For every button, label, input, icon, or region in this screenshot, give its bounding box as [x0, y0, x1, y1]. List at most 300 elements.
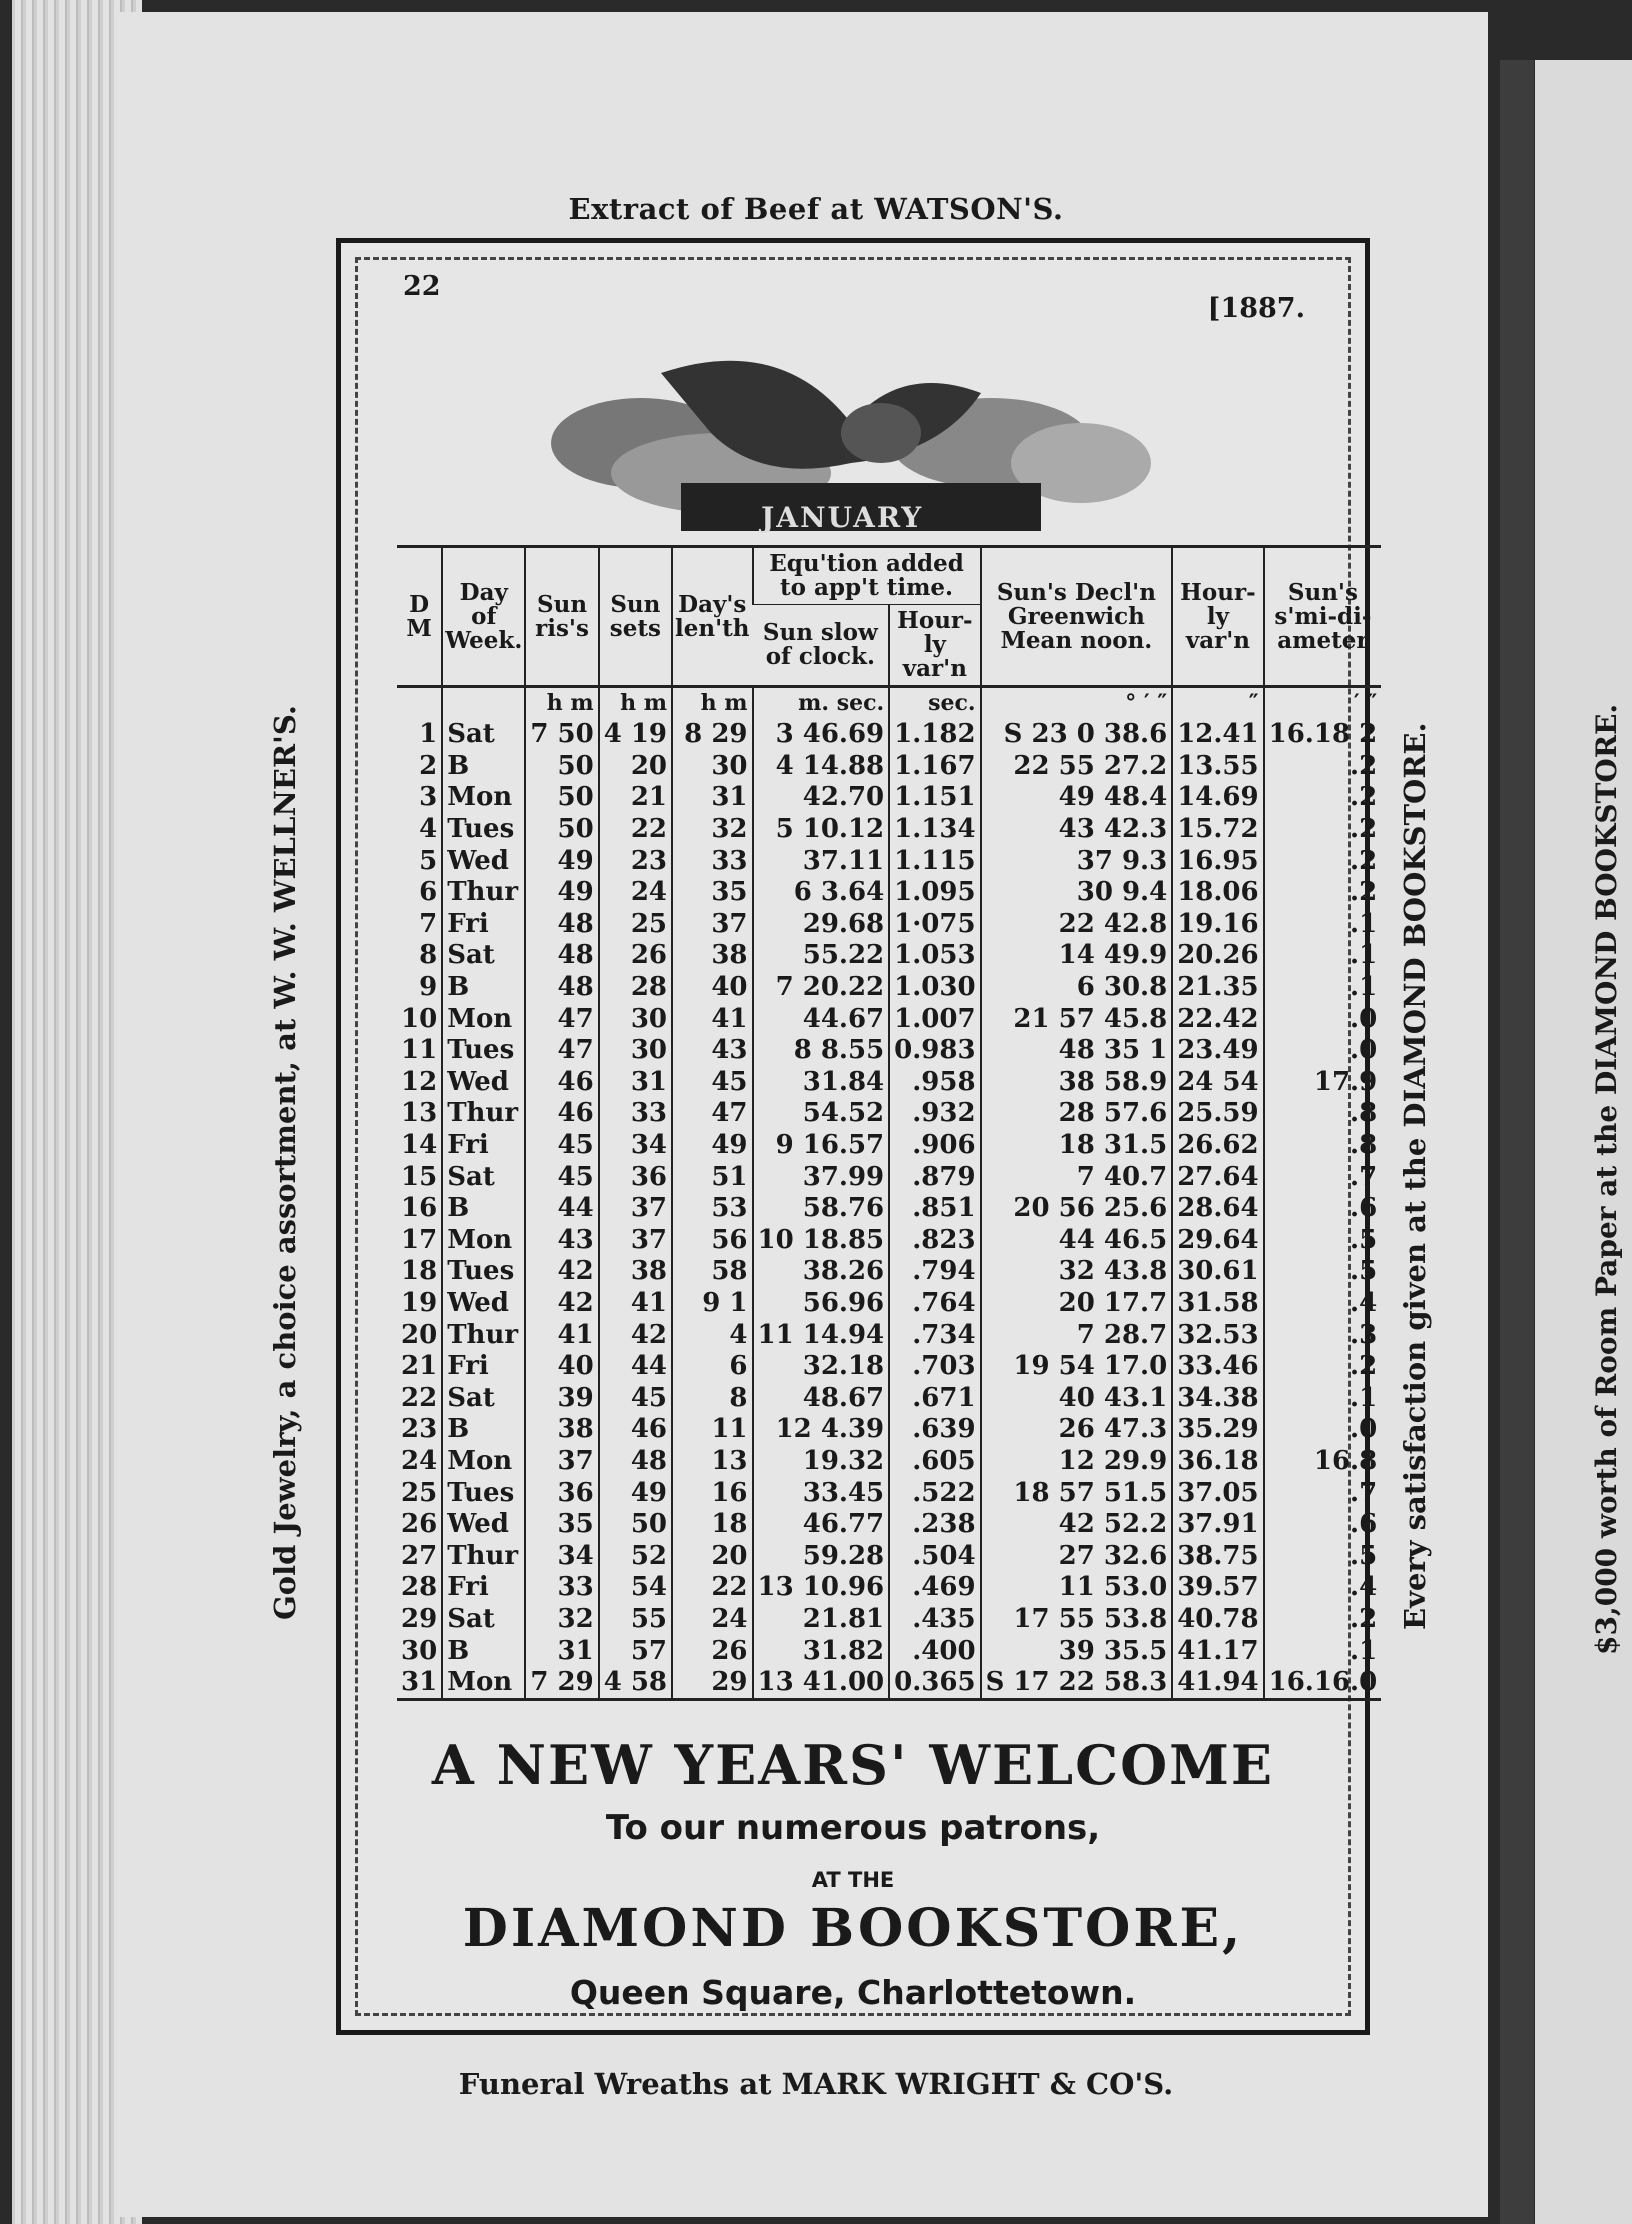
table-cell: 30: [599, 1035, 672, 1067]
table-cell: .0: [1264, 1414, 1382, 1446]
table-cell: 46: [525, 1067, 598, 1099]
unit-cell: m. sec.: [753, 687, 890, 720]
table-cell: .522: [889, 1477, 980, 1509]
table-cell: 24 54: [1172, 1067, 1263, 1099]
table-cell: 1.134: [889, 814, 980, 846]
table-cell: Tues: [442, 1477, 525, 1509]
table-cell: 37: [599, 1193, 672, 1225]
almanac-table: [397, 545, 1381, 1701]
unit-cell: ° ′ ″: [981, 687, 1173, 720]
table-cell: 3: [419, 782, 438, 813]
table-cell: .734: [889, 1319, 980, 1351]
table-cell: 44.67: [753, 1003, 890, 1035]
table-cell: 55.22: [753, 940, 890, 972]
unit-cell: ′ ″: [1264, 687, 1382, 720]
table-cell: 46.77: [753, 1509, 890, 1541]
table-cell: 30: [599, 1003, 672, 1035]
table-cell: 54.52: [753, 1098, 890, 1130]
table-cell: .1: [1264, 1635, 1382, 1667]
table-cell: 37: [672, 909, 752, 941]
table-cell: 32: [672, 814, 752, 846]
table-cell: 6 30.8: [981, 972, 1173, 1004]
table-cell: 38: [672, 940, 752, 972]
table-cell: 34: [599, 1130, 672, 1162]
table-row: [397, 782, 1381, 814]
table-cell: .906: [889, 1130, 980, 1162]
table-cell: 26.62: [1172, 1130, 1263, 1162]
table-cell: .851: [889, 1193, 980, 1225]
table-cell: 11 53.0: [981, 1572, 1173, 1604]
table-cell: Fri: [442, 909, 525, 941]
table-cell: .5: [1264, 1540, 1382, 1572]
table-cell: 4 58: [599, 1667, 672, 1700]
table-cell: 1.182: [889, 719, 980, 751]
table-cell: 31: [525, 1635, 598, 1667]
table-cell: 27: [401, 1540, 438, 1571]
table-cell: 37.11: [753, 845, 890, 877]
table-cell: 36.18: [1172, 1446, 1263, 1478]
table-cell: 33: [599, 1098, 672, 1130]
table-row: [397, 1540, 1381, 1572]
table-cell: 48: [599, 1446, 672, 1478]
store-name: DIAMOND BOOKSTORE,: [462, 1898, 1244, 1959]
unit-cell: h m: [525, 687, 598, 720]
table-cell: .1: [1264, 972, 1382, 1004]
table-cell: .8: [1264, 1130, 1382, 1162]
header-eq-hourly: Hour-ly var'n: [889, 605, 980, 687]
header-semidiameter: Sun's s'mi-di-ameter: [1264, 547, 1382, 687]
table-cell: 59.28: [753, 1540, 890, 1572]
table-cell: 58.76: [753, 1193, 890, 1225]
table-cell: 25.59: [1172, 1098, 1263, 1130]
table-cell: Sat: [442, 719, 525, 751]
table-cell: 16.18 2: [1264, 719, 1382, 751]
table-cell: .6: [1264, 1193, 1382, 1225]
table-cell: 28: [599, 972, 672, 1004]
table-cell: .238: [889, 1509, 980, 1541]
table-cell: 16.95: [1172, 845, 1263, 877]
table-cell: 32: [525, 1604, 598, 1636]
table-cell: 31: [599, 1067, 672, 1099]
table-cell: 46: [599, 1414, 672, 1446]
table-row: [397, 1256, 1381, 1288]
unit-cell: [397, 687, 442, 720]
table-cell: B: [442, 972, 525, 1004]
table-cell: 24: [599, 877, 672, 909]
table-cell: 22 55 27.2: [981, 751, 1173, 783]
table-cell: 27.64: [1172, 1161, 1263, 1193]
table-cell: 56.96: [753, 1288, 890, 1320]
table-cell: 5: [419, 845, 438, 876]
table-cell: Wed: [442, 1288, 525, 1320]
table-cell: 7 50: [525, 719, 598, 751]
table-row: [397, 1382, 1381, 1414]
table-cell: 44: [525, 1193, 598, 1225]
table-cell: .823: [889, 1225, 980, 1257]
table-cell: 20.26: [1172, 940, 1263, 972]
unit-cell: [442, 687, 525, 720]
table-cell: B: [442, 751, 525, 783]
header-row: [397, 547, 1381, 605]
table-cell: 1.030: [889, 972, 980, 1004]
table-cell: 40.78: [1172, 1604, 1263, 1636]
table-row: [397, 1635, 1381, 1667]
table-cell: .703: [889, 1351, 980, 1383]
table-cell: .2: [1264, 877, 1382, 909]
table-cell: .0: [1264, 1003, 1382, 1035]
table-cell: 17.9: [1264, 1067, 1382, 1099]
table-cell: 1: [419, 719, 438, 750]
table-cell: 48: [525, 940, 598, 972]
table-cell: .2: [1264, 845, 1382, 877]
table-cell: 39 35.5: [981, 1635, 1173, 1667]
table-cell: 41: [525, 1319, 598, 1351]
table-cell: .639: [889, 1414, 980, 1446]
table-cell: 14.69: [1172, 782, 1263, 814]
table-cell: 12 4.39: [753, 1414, 890, 1446]
table-cell: 20: [672, 1540, 752, 1572]
table-cell: 57: [599, 1635, 672, 1667]
table-cell: .435: [889, 1604, 980, 1636]
header-day-of-week: Day of Week.: [442, 547, 525, 687]
table-cell: 1.115: [889, 845, 980, 877]
table-cell: 8 8.55: [753, 1035, 890, 1067]
table-cell: .8: [1264, 1098, 1382, 1130]
table-cell: 37: [525, 1446, 598, 1478]
table-cell: 50: [525, 782, 598, 814]
unit-cell: h m: [599, 687, 672, 720]
table-cell: Tues: [442, 814, 525, 846]
table-cell: 30: [401, 1635, 438, 1666]
table-cell: 22: [599, 814, 672, 846]
table-cell: 42: [525, 1288, 598, 1320]
table-cell: 41: [672, 1003, 752, 1035]
table-cell: .2: [1264, 1604, 1382, 1636]
table-cell: 45: [525, 1130, 598, 1162]
patrons-line: To our numerous patrons,: [605, 1808, 1101, 1848]
table-cell: 53: [672, 1193, 752, 1225]
table-row: [397, 1035, 1381, 1067]
table-cell: 32.18: [753, 1351, 890, 1383]
table-row: [397, 972, 1381, 1004]
table-cell: Mon: [442, 782, 525, 814]
table-cell: .879: [889, 1161, 980, 1193]
table-cell: 19.16: [1172, 909, 1263, 941]
table-cell: 37 9.3: [981, 845, 1173, 877]
header-hourly-variation: Hour-ly var'n: [1172, 547, 1263, 687]
table-cell: 19: [401, 1287, 438, 1318]
table-cell: 56: [672, 1225, 752, 1257]
table-cell: 47: [672, 1098, 752, 1130]
table-cell: 35.29: [1172, 1414, 1263, 1446]
table-cell: 40 43.1: [981, 1382, 1173, 1414]
table-cell: 16: [672, 1477, 752, 1509]
table-cell: .6: [1264, 1509, 1382, 1541]
table-row: [397, 1288, 1381, 1320]
table-cell: 16.8: [1264, 1446, 1382, 1478]
table-row: [397, 1193, 1381, 1225]
table-row: [397, 909, 1381, 941]
table-cell: Tues: [442, 1035, 525, 1067]
table-cell: 49 48.4: [981, 782, 1173, 814]
table-cell: Thur: [442, 877, 525, 909]
table-cell: 31.82: [753, 1635, 890, 1667]
table-cell: 19 54 17.0: [981, 1351, 1173, 1383]
table-cell: 30 9.4: [981, 877, 1173, 909]
table-cell: 44: [599, 1351, 672, 1383]
table-cell: .2: [1264, 751, 1382, 783]
table-cell: 49: [525, 845, 598, 877]
table-cell: 20: [401, 1319, 438, 1350]
table-cell: 30: [672, 751, 752, 783]
table-cell: Fri: [442, 1572, 525, 1604]
table-cell: 35: [525, 1509, 598, 1541]
table-cell: 45: [672, 1067, 752, 1099]
table-cell: Sat: [442, 1382, 525, 1414]
table-cell: 38: [525, 1414, 598, 1446]
table-cell: 16: [401, 1193, 438, 1224]
table-cell: 41.17: [1172, 1635, 1263, 1667]
unit-cell: sec.: [889, 687, 980, 720]
table-cell: 4: [419, 814, 438, 845]
table-cell: 10: [401, 1003, 438, 1034]
table-cell: .2: [1264, 814, 1382, 846]
month-title: JANUARY: [761, 501, 924, 534]
table-cell: 6: [672, 1351, 752, 1383]
table-cell: 47: [525, 1035, 598, 1067]
table-cell: 58: [672, 1256, 752, 1288]
table-cell: 48.67: [753, 1382, 890, 1414]
left-margin-advert: Gold Jewelry, a choice assortment, at W. W. WELLNER'S.: [268, 705, 302, 1620]
table-cell: 34: [525, 1540, 598, 1572]
table-cell: 3 46.69: [753, 719, 890, 751]
table-cell: 45: [525, 1161, 598, 1193]
page-number: 22: [403, 271, 441, 302]
table-cell: 30.61: [1172, 1256, 1263, 1288]
table-cell: 49: [599, 1477, 672, 1509]
table-cell: 1.053: [889, 940, 980, 972]
table-cell: 4 19: [599, 719, 672, 751]
table-body: [397, 719, 1381, 1700]
table-cell: 11 14.94: [753, 1319, 890, 1351]
table-row: [397, 1414, 1381, 1446]
table-cell: .4: [1264, 1572, 1382, 1604]
table-cell: 22: [401, 1382, 438, 1413]
table-cell: S 23 0 38.6: [981, 719, 1173, 751]
table-cell: 48: [525, 972, 598, 1004]
table-cell: 38.26: [753, 1256, 890, 1288]
table-cell: Wed: [442, 1067, 525, 1099]
table-cell: 9: [419, 972, 438, 1003]
table-cell: 21.35: [1172, 972, 1263, 1004]
table-cell: 43 42.3: [981, 814, 1173, 846]
table-cell: 49: [672, 1130, 752, 1162]
table-row: [397, 1351, 1381, 1383]
table-cell: 10 18.85: [753, 1225, 890, 1257]
table-cell: 23.49: [1172, 1035, 1263, 1067]
table-cell: 21: [401, 1351, 438, 1382]
new-years-welcome-headline: A NEW YEARS' WELCOME: [431, 1733, 1275, 1797]
table-cell: 1.151: [889, 782, 980, 814]
table-cell: 38.75: [1172, 1540, 1263, 1572]
at-the-line: AT THE: [811, 1868, 895, 1892]
table-cell: 32.53: [1172, 1319, 1263, 1351]
table-cell: 31: [397, 1667, 442, 1700]
table-cell: 29: [672, 1667, 752, 1700]
table-cell: 54: [599, 1572, 672, 1604]
table-cell: .605: [889, 1446, 980, 1478]
table-cell: 6 3.64: [753, 877, 890, 909]
table-cell: .7: [1264, 1477, 1382, 1509]
table-row: [397, 1130, 1381, 1162]
store-address: Queen Square, Charlottetown.: [569, 1973, 1137, 2012]
table-cell: 31.58: [1172, 1288, 1263, 1320]
table-cell: 28 57.6: [981, 1098, 1173, 1130]
table-cell: 50: [525, 751, 598, 783]
table-cell: 19.32: [753, 1446, 890, 1478]
unit-cell: h m: [672, 687, 752, 720]
table-cell: 18 57 51.5: [981, 1477, 1173, 1509]
table-cell: 24: [672, 1604, 752, 1636]
table-cell: .5: [1264, 1225, 1382, 1257]
page-gutter: [1500, 60, 1534, 2224]
table-row: [397, 845, 1381, 877]
table-cell: .7: [1264, 1161, 1382, 1193]
table-cell: 41: [599, 1288, 672, 1320]
table-cell: 33.46: [1172, 1351, 1263, 1383]
table-cell: 9 16.57: [753, 1130, 890, 1162]
table-cell: 32 43.8: [981, 1256, 1173, 1288]
table-cell: 13 41.00: [753, 1667, 890, 1700]
table-cell: 31.84: [753, 1067, 890, 1099]
table-cell: S 17 22 58.3: [981, 1667, 1173, 1700]
table-cell: 23: [599, 845, 672, 877]
table-row: [397, 1161, 1381, 1193]
table-cell: Fri: [442, 1130, 525, 1162]
table-cell: .671: [889, 1382, 980, 1414]
table-cell: Mon: [442, 1225, 525, 1257]
table-cell: 6: [419, 877, 438, 908]
table-cell: 13: [672, 1446, 752, 1478]
table-cell: 52: [599, 1540, 672, 1572]
table-row: [397, 1319, 1381, 1351]
table-cell: 9 1: [672, 1288, 752, 1320]
table-cell: 25: [599, 909, 672, 941]
table-cell: 23: [401, 1414, 438, 1445]
table-row: [397, 1067, 1381, 1099]
table-cell: 42: [525, 1256, 598, 1288]
table-cell: 1.167: [889, 751, 980, 783]
table-cell: .0: [1264, 1035, 1382, 1067]
table-cell: 15: [401, 1161, 438, 1192]
table-cell: Thur: [442, 1098, 525, 1130]
table-cell: .469: [889, 1572, 980, 1604]
table-cell: 55: [599, 1604, 672, 1636]
table-cell: Mon: [442, 1003, 525, 1035]
table-cell: 22.42: [1172, 1003, 1263, 1035]
table-cell: Thur: [442, 1319, 525, 1351]
table-cell: 40: [672, 972, 752, 1004]
table-cell: B: [442, 1635, 525, 1667]
table-cell: 17 55 53.8: [981, 1604, 1173, 1636]
table-cell: 38: [599, 1256, 672, 1288]
table-cell: 28.64: [1172, 1193, 1263, 1225]
table-cell: 37: [599, 1225, 672, 1257]
table-cell: 18: [672, 1509, 752, 1541]
table-cell: 37.05: [1172, 1477, 1263, 1509]
table-cell: .400: [889, 1635, 980, 1667]
table-cell: 21.81: [753, 1604, 890, 1636]
table-cell: .1: [1264, 909, 1382, 941]
table-cell: 17: [401, 1224, 438, 1255]
table-cell: Sat: [442, 1161, 525, 1193]
table-cell: Fri: [442, 1351, 525, 1383]
table-cell: 40: [525, 1351, 598, 1383]
table-cell: .2: [1264, 1351, 1382, 1383]
table-row: [397, 1509, 1381, 1541]
header-day-of-month: D M: [397, 547, 442, 687]
table-cell: .958: [889, 1067, 980, 1099]
table-row: [397, 1477, 1381, 1509]
table-cell: 44 46.5: [981, 1225, 1173, 1257]
table-cell: 7: [419, 908, 438, 939]
table-row: [397, 1572, 1381, 1604]
table-row: [397, 1667, 1381, 1700]
table-row: [397, 751, 1381, 783]
bottom-advert: Funeral Wreaths at MARK WRIGHT & CO'S.: [458, 2067, 1174, 2101]
header-declination: Sun's Decl'n Greenwich Mean noon.: [981, 547, 1173, 687]
table-cell: 20: [599, 751, 672, 783]
table-cell: 20 17.7: [981, 1288, 1173, 1320]
table-cell: 29: [401, 1603, 438, 1634]
table-cell: 18 31.5: [981, 1130, 1173, 1162]
table-cell: 13.55: [1172, 751, 1263, 783]
table-cell: B: [442, 1193, 525, 1225]
table-cell: 8: [419, 940, 438, 971]
table-cell: 29.68: [753, 909, 890, 941]
table-cell: 7 29: [525, 1667, 598, 1700]
table-cell: 46: [525, 1098, 598, 1130]
table-cell: 42: [599, 1319, 672, 1351]
header-sunrise: Sun ris's: [525, 547, 598, 687]
table-cell: .1: [1264, 940, 1382, 972]
table-cell: 1.095: [889, 877, 980, 909]
table-cell: .932: [889, 1098, 980, 1130]
table-cell: 25: [401, 1477, 438, 1508]
table-cell: 14 49.9: [981, 940, 1173, 972]
table-cell: 33: [525, 1572, 598, 1604]
table-cell: 4: [672, 1319, 752, 1351]
table-cell: 11: [672, 1414, 752, 1446]
page-year: [1887.: [1207, 293, 1305, 324]
table-cell: Sat: [442, 940, 525, 972]
table-cell: 0.365: [889, 1667, 980, 1700]
table-cell: 33: [672, 845, 752, 877]
table-cell: 8: [672, 1382, 752, 1414]
table-cell: 45: [599, 1382, 672, 1414]
table-cell: 12: [401, 1066, 438, 1097]
top-advert: Extract of Beef at WATSON'S.: [568, 192, 1064, 226]
table-cell: 31: [672, 782, 752, 814]
table-cell: 27 32.6: [981, 1540, 1173, 1572]
table-cell: 28: [401, 1572, 438, 1603]
table-cell: 13: [401, 1098, 438, 1129]
table-cell: 13 10.96: [753, 1572, 890, 1604]
table-cell: 48 35 1: [981, 1035, 1173, 1067]
table-cell: Mon: [442, 1667, 525, 1700]
table-cell: 11: [401, 1035, 438, 1066]
table-cell: 42 52.2: [981, 1509, 1173, 1541]
